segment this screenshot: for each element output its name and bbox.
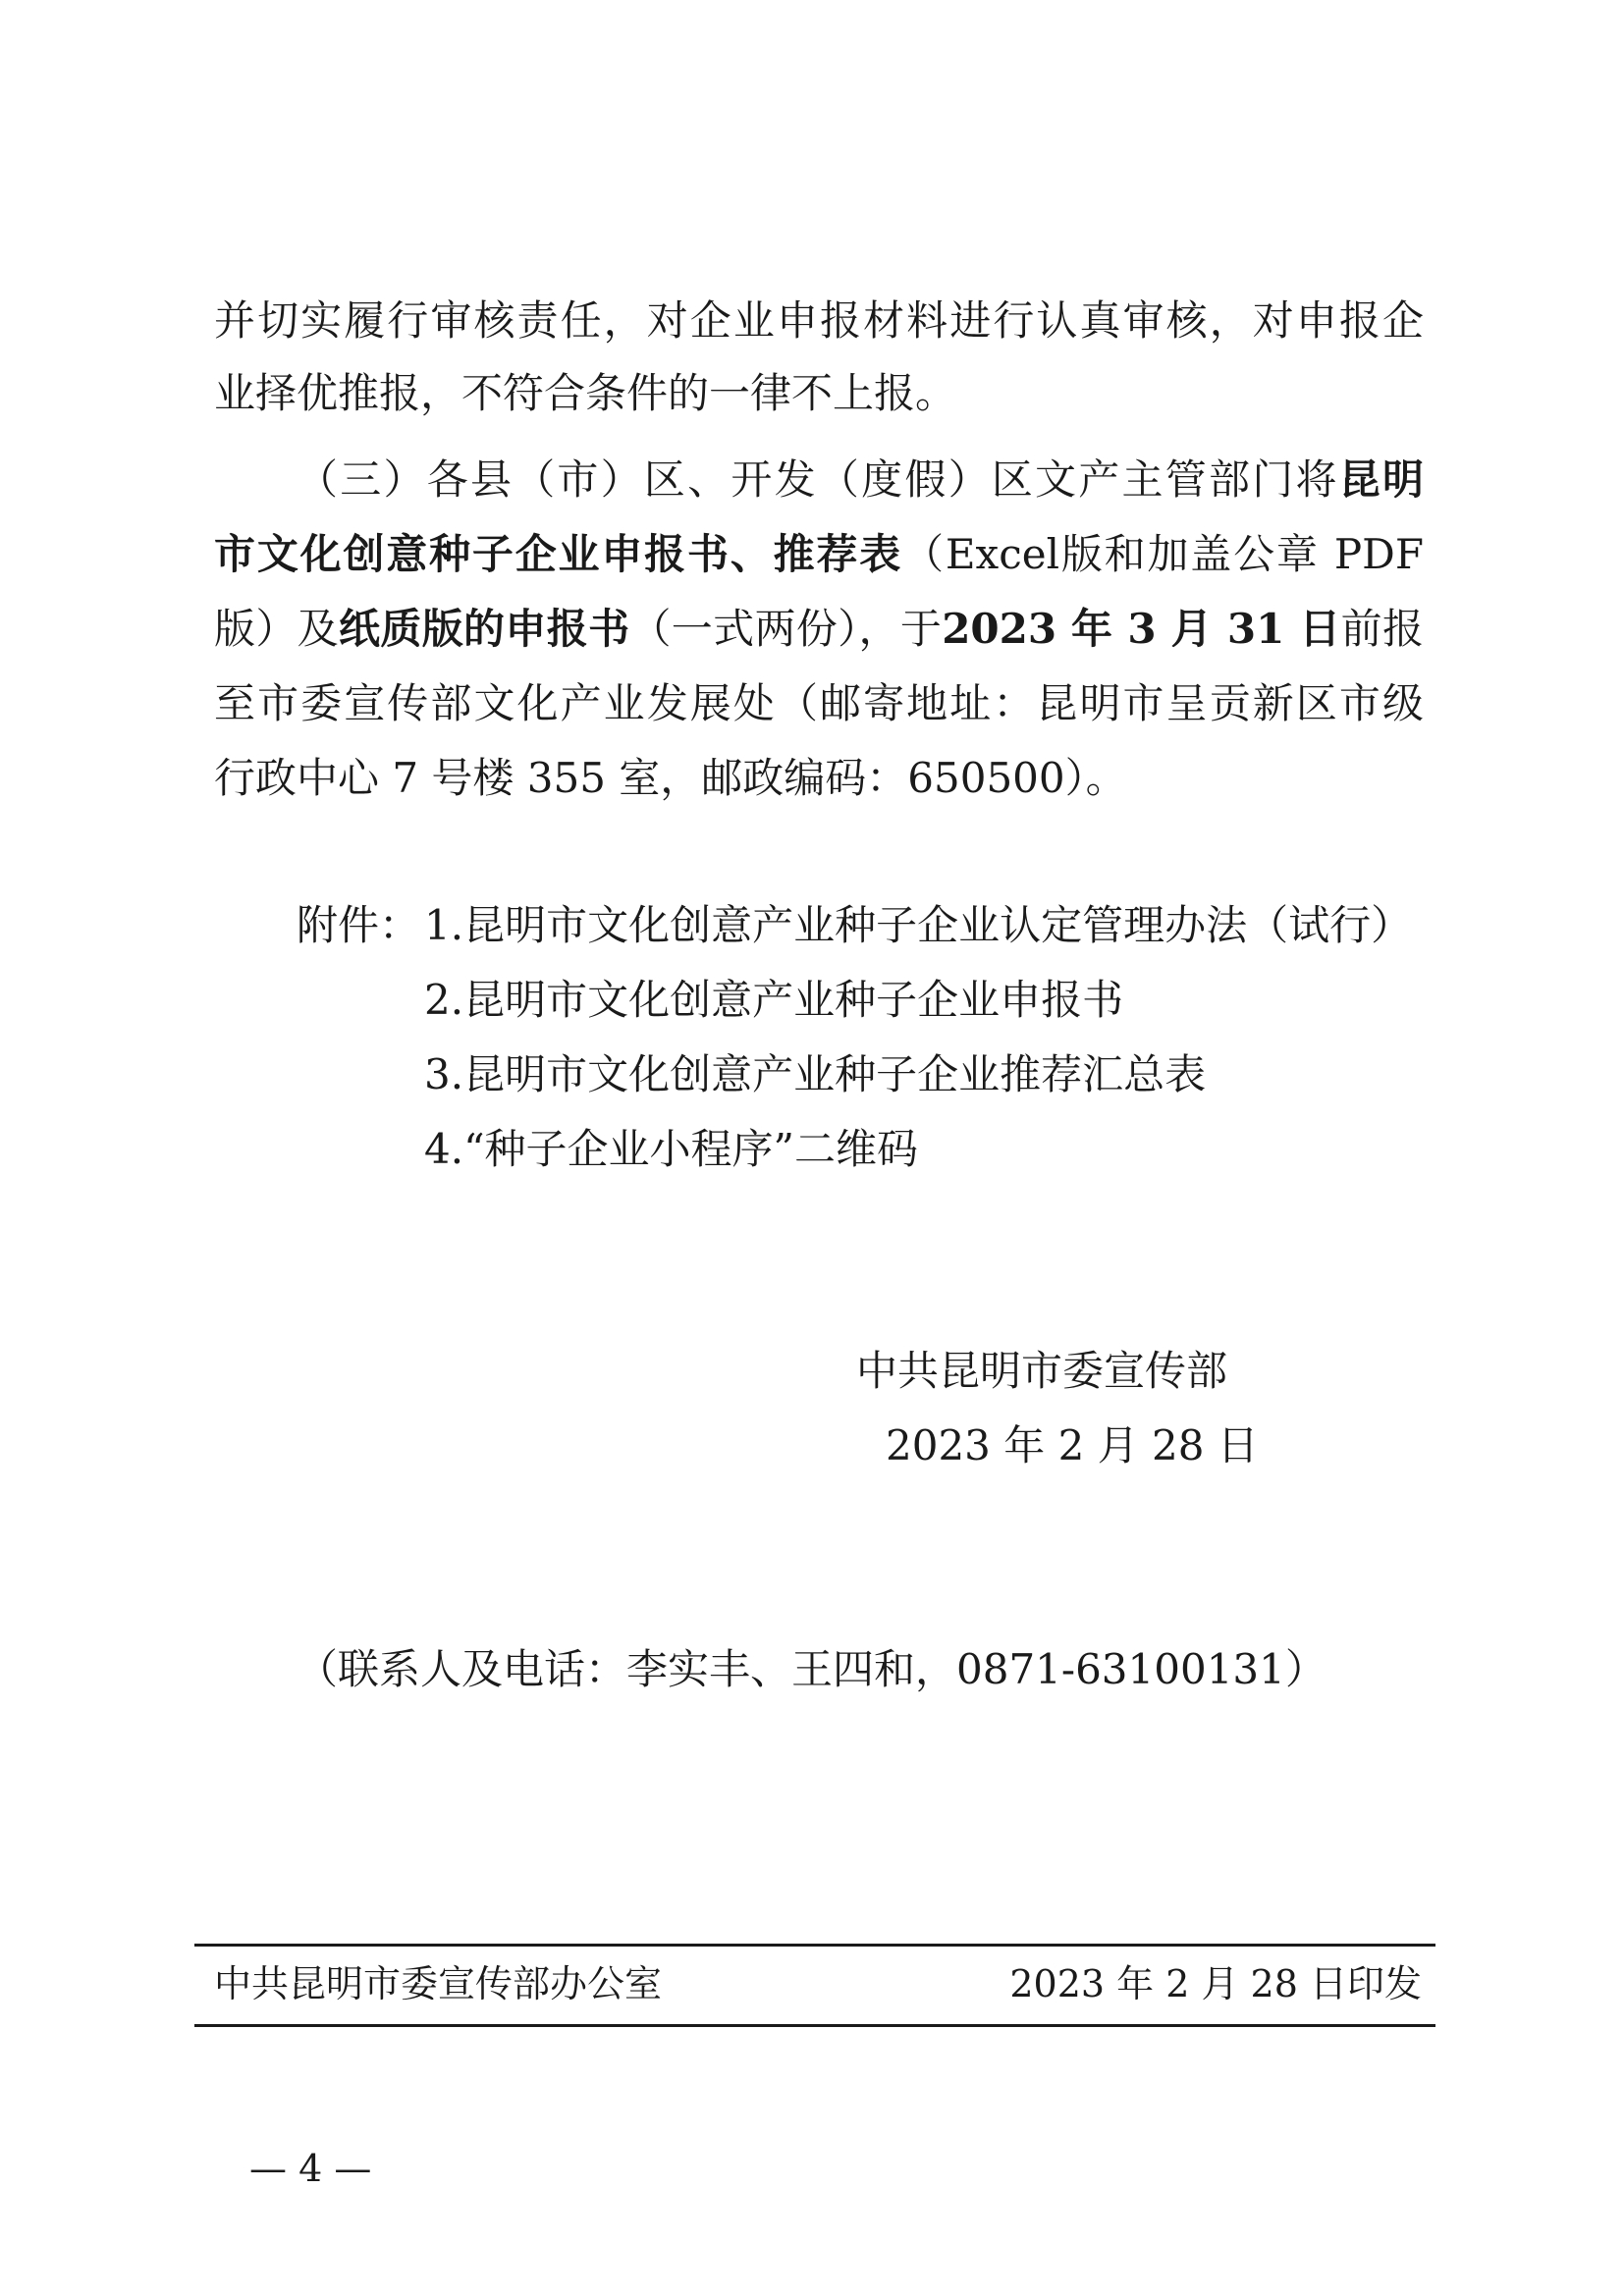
attachment-item: 1.昆明市文化创意产业种子企业认定管理办法（试行） — [424, 901, 1413, 949]
paragraph-2-line-1 — [297, 455, 1424, 505]
paragraph-2-text: 版）及 — [214, 605, 340, 653]
page-number: — 4 — — [249, 2147, 372, 2190]
paragraph-2-text: （三）各县（市）区、开发（度假）区文产主管部门将 — [297, 455, 1339, 504]
footer-top-rule — [194, 1944, 1435, 1947]
paragraph-2-bold-text: 市文化创意种子企业申报书、推荐表 — [214, 530, 903, 578]
paragraph-2-bold-text: 昆明 — [1338, 455, 1424, 504]
paragraph-1-line-2: 业择优推报，不符合条件的一律不上报。 — [214, 369, 957, 417]
paragraph-2-line-2 — [214, 530, 1424, 579]
paragraph-2-text: （Excel版和加盖公章 PDF — [902, 530, 1424, 578]
attachment-item: 4.“种子企业小程序”二维码 — [424, 1125, 919, 1173]
paragraph-2-line-3 — [214, 605, 1424, 654]
paragraph-2-deadline: 2023 年 3 月 31 日 — [942, 605, 1341, 653]
signature-organization: 中共昆明市委宣传部 — [856, 1347, 1228, 1395]
attachment-item: 2.昆明市文化创意产业种子企业申报书 — [424, 976, 1124, 1024]
paragraph-2-text: 前报 — [1340, 605, 1424, 653]
footer-issuer: 中共昆明市委宣传部办公室 — [214, 1962, 663, 2005]
paragraph-2-text: （一式两份），于 — [629, 605, 943, 653]
paragraph-2-bold-text: 纸质版的申报书 — [339, 605, 630, 653]
attachment-item: 3.昆明市文化创意产业种子企业推荐汇总表 — [424, 1050, 1207, 1098]
footer-issue-date: 2023 年 2 月 28 日印发 — [1009, 1962, 1422, 2005]
paragraph-1-line-1: 并切实履行审核责任，对企业申报材料进行认真审核，对申报企 — [214, 296, 1424, 345]
contact-info: （联系人及电话：李实丰、王四和，0871-63100131） — [297, 1645, 1326, 1693]
footer-bottom-rule — [194, 2024, 1435, 2027]
signature-date: 2023 年 2 月 28 日 — [886, 1421, 1259, 1469]
paragraph-2-line-4: 至市委宣传部文化产业发展处（邮寄地址：昆明市呈贡新区市级 — [214, 679, 1424, 727]
paragraph-2-line-5: 行政中心 7 号楼 355 室，邮政编码：650500）。 — [214, 754, 1127, 802]
attachments-label: 附件： — [297, 901, 421, 949]
